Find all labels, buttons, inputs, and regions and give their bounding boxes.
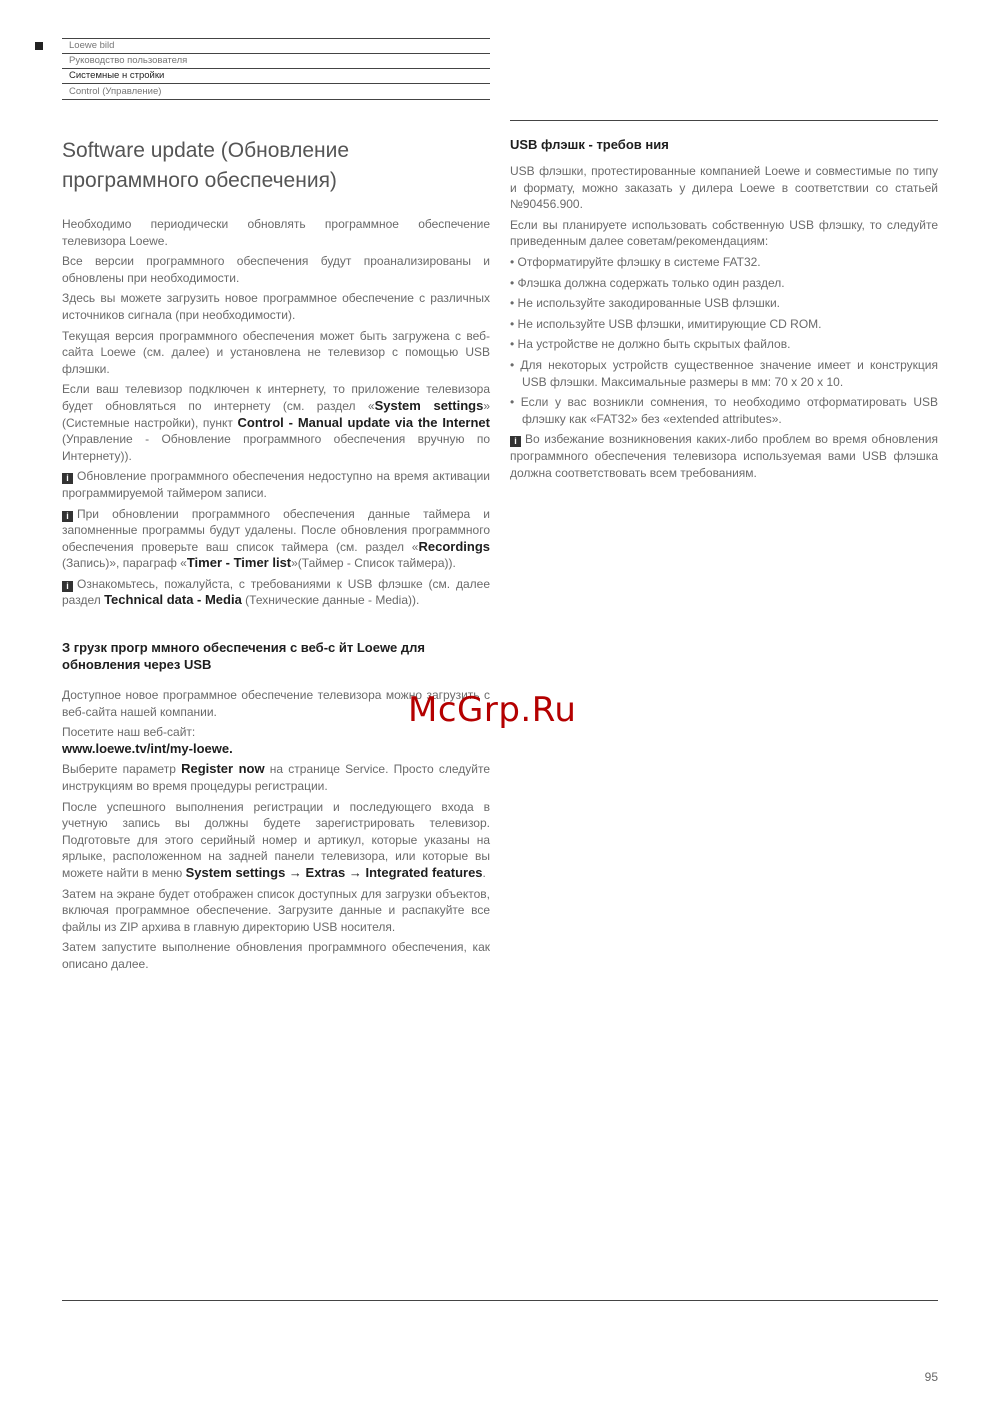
- website-link[interactable]: www.loewe.tv/int/my-loewe.: [62, 740, 233, 756]
- paragraph: USB флэшки, протестированные компанией Loewe и совместимые по типу и формату, можно заказать у дилера Loewe в соответствии со статьей №90456.900.: [510, 164, 938, 212]
- menu-ref: Recordings: [418, 538, 490, 554]
- paragraph: Выберите параметр Register now на странице Service. Просто следуйте инструкциям во время процедуры регистрации.: [62, 761, 490, 794]
- breadcrumb-item-2: Системные н стройки: [69, 70, 165, 81]
- info-note: i Обновление программного обеспечения недоступно на время активации программируемой таймером записи.: [62, 469, 490, 500]
- menu-ref: System settings → Extras → Integrated features: [185, 865, 483, 880]
- list-item: • Не используйте USB флэшки, имитирующие CD ROM.: [510, 316, 822, 331]
- watermark: McGrp.Ru: [408, 690, 577, 730]
- paragraph: Доступное новое программное обеспечение телевизора можно загрузить с веб-сайта нашей компании.: [62, 688, 490, 719]
- paragraph: После успешного выполнения регистрации и последующего входа в учетную запись вы должны будете зарегистрировать телевизор. Подготовьте для этого серийный номер и артикул, которые указаны на ярлыке, расположенном на задней панели телевизора, или которые вы можете найти в меню System settings → Extras → Integrated features.: [62, 799, 490, 880]
- paragraph: Здесь вы можете загрузить новое программное обеспечение с различных источников сигнала (при необходимости).: [62, 291, 490, 322]
- info-icon: i: [62, 473, 73, 484]
- menu-ref: Control - Manual update via the Internet: [237, 414, 490, 430]
- paragraph: Все версии программного обеспечения будут проанализированы и обновлены при необходимости.: [62, 254, 490, 285]
- info-note: i При обновлении программного обеспечения данные таймера и запомненные программы будут удалены. После обновления программного обеспечения проверьте ваш список таймера (см. раздел «Recordings (Запись)», параграф «Timer - Timer list»(Таймер - Список таймера)).: [62, 506, 490, 571]
- page-title: Software update (Обновление программного обеспечения): [62, 139, 350, 192]
- page-number: 95: [924, 1370, 938, 1384]
- info-note: i Ознакомьтесь, пожалуйста, с требованиями к USB флэшке (см. далее раздел Technical data - Media (Технические данные - Media)).: [62, 576, 490, 608]
- paragraph: Если вы планируете использовать собственную USB флэшку, то следуйте приведенным далее советам/рекомендациям:: [510, 217, 938, 249]
- paragraph: Необходимо периодически обновлять программное обеспечение телевизора Loewe.: [62, 217, 490, 248]
- list-item: • На устройстве не должно быть скрытых файлов.: [510, 337, 791, 352]
- breadcrumb-item-1: Руководство пользователя: [69, 55, 188, 66]
- section-heading: З грузк прогр ммного обеспечения с веб-с йт Loewe для обновления через USB: [62, 640, 425, 673]
- paragraph: Затем запустите выполнение обновления программного обеспечения, как описано далее.: [62, 940, 490, 971]
- paragraph: Текущая версия программного обеспечения может быть загружена с веб-сайта Loewe (см. далее) и установлена не телевизор с помощью USB флэшки.: [62, 328, 490, 376]
- menu-ref: Timer - Timer list: [186, 555, 292, 571]
- footer-rule: [62, 1300, 938, 1301]
- header-divider: [62, 83, 490, 84]
- list-item: • Отформатируйте флэшку в системе FAT32.: [510, 254, 761, 269]
- info-icon: i: [510, 436, 521, 447]
- list-item: • Если у вас возникли сомнения, то необходимо отформатировать USB флэшку как «FAT32» без «extended attributes».: [510, 395, 938, 426]
- header-divider: [62, 99, 490, 100]
- section-rule: [510, 120, 938, 121]
- left-column: [62, 136, 490, 977]
- info-icon: i: [62, 581, 73, 592]
- paragraph: Посетите наш веб-сайт:: [62, 725, 196, 740]
- info-note: i Во избежание возникновения каких-либо проблем во время обновления программного обеспечения телевизора используемая вами USB флэшка должна соответствовать всем требованиям.: [510, 432, 938, 480]
- info-icon: i: [62, 511, 73, 522]
- breadcrumb-item-0: Loewe bild: [69, 40, 115, 51]
- list-item: • Флэшка должна содержать только один раздел.: [510, 275, 785, 290]
- list-item: • Не используйте закодированные USB флэшки.: [510, 296, 780, 311]
- paragraph: Затем на экране будет отображен список доступных для загрузки объектов, включая программное обеспечение. Загрузите данные и распакуйте все файлы из ZIP архива в главную директорию USB носителя.: [62, 886, 490, 934]
- paragraph: Если ваш телевизор подключен к интернету, то приложение телевизора будет обновляться по интернету (см. раздел «System settings» (Системные настройки), пункт Control - Manual update via the Internet (Управление - Обновление программного обеспечения вручную по Интернету)).: [62, 382, 490, 463]
- right-column: [510, 136, 938, 485]
- breadcrumb-item-3: Control (Управление): [69, 86, 162, 97]
- menu-ref: Technical data - Media: [104, 592, 242, 608]
- list-item: • Для некоторых устройств существенное значение имеет и конструкция USB флэшки. Максимальные размеры в мм: 70 x 20 x 10.: [510, 357, 938, 389]
- square-icon: [35, 42, 43, 50]
- section-heading: USB флэшк - требов ния: [510, 137, 669, 152]
- menu-ref: Register now: [181, 761, 265, 777]
- menu-ref: System settings: [374, 397, 484, 413]
